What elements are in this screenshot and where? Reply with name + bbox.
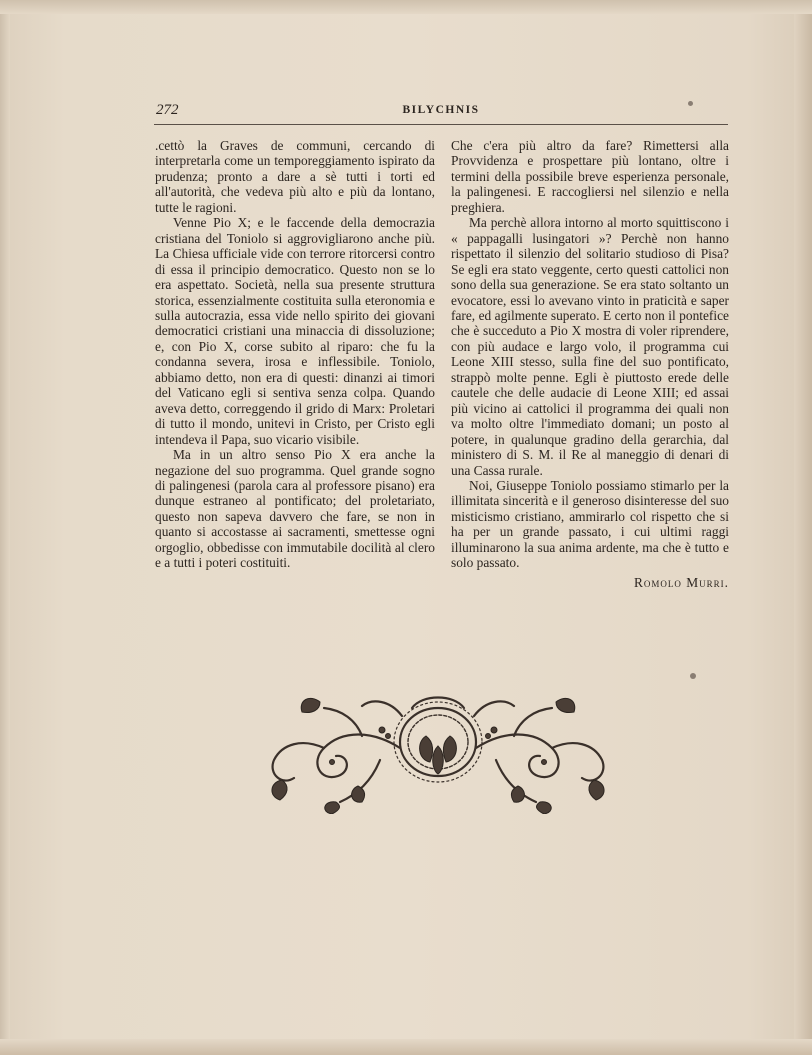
paragraph: Noi, Giuseppe Toniolo possiamo stimarlo per la illimitata sincerità e il generoso disinteresse del suo misticismo cristiano, ammirarlo col rispetto che si ha per un grande passato, i cui ultimi raggi illuminarono la sua anima ardente, ma che è tutto e solo passato. [451, 477, 729, 571]
running-header [154, 100, 728, 125]
page-number: 272 [156, 102, 179, 118]
page-edge-bottom [0, 1039, 812, 1055]
paragraph: .cettò la Graves de communi, cercando di interpretarla come un temporeggiamento ispirato da prudenza; pronto a dare a sè tutti i torti ed all'autorità, che vedeva più alto e più da lontano, tutte le ragioni. [155, 138, 435, 215]
vine-tailpiece-ornament-icon [262, 690, 614, 814]
running-title: BILYCHNIS [402, 104, 480, 116]
paragraph: Che c'era più altro da fare? Rimettersi alla Provvidenza e prospettare più lontano, oltre i termini della possibile breve esperienza personale, la palingenesi. E raccogliersi nel silenzio e nella preghiera. [451, 138, 729, 215]
page-edge-right [794, 0, 812, 1055]
text-column-right [451, 138, 729, 590]
page-edge-left [0, 0, 10, 1055]
paper-speck [690, 673, 696, 679]
text-column-left [155, 138, 435, 571]
paper-speck [688, 101, 693, 106]
paragraph: Ma in un altro senso Pio X era anche la negazione del suo programma. Quel grande sogno di palingenesi (parola cara al professore pisano) era dunque estraneo al pontificato; del proletariato, questo non sapeva davvero che fare, se non in quanto si accostasse ai sacramenti, smettesse ogni orgoglio, obbedisse con immutabile docilità al clero e a tutti i poteri costituiti. [155, 447, 435, 571]
paragraph: Ma perchè allora intorno al morto squittiscono i « pappagalli lusingatori »? Perchè non hanno rispettato il silenzio del solitario studioso di Pisa? Se egli era stato veggente, certo questi cattolici non sono della sua generazione. Se era stato soltanto un evocatore, essi lo avevano vinto in praticità e saper fare, ed agilmente superato. E certo non il pontefice che è succeduto a Pio X mostra di voler riprendere, con più audace e largo volo, il programma cui Leone XIII stesso, sulla fine del suo pontificato, strappò molte penne. Egli è piuttosto erede delle cautele che delle audacie di Leone XIII; ed assai più vicino ai cattolici il programma dei quali non va molto oltre l'immediato domani; un posto al potere, in qualunque gradino della gerarchia, dal ministero di S. M. il Re al maneggio di denari di una Cassa rurale. [451, 215, 729, 478]
page-edge-top [0, 0, 812, 14]
paragraph: Venne Pio X; e le faccende della democrazia cristiana del Toniolo si aggrovigliarono anche più. La Chiesa ufficiale vide con terrore ritorcersi contro di essa il principio democratico. Questo non se lo era aspettato. Società, nella sua presente struttura storica, essenzialmente costituita sulla eteronomia e sulla autocrazia, essa vide nello spirito dei giovani democratici cristiani una minaccia di dissoluzione; e, con Pio X, corse subito al riparo: che fu la condanna severa, irosa e inflessibile. Toniolo, abbiamo detto, non era di questi: dinanzi ai timori del Vaticano egli si sentiva senza colpa. Quando aveva detto, correggendo il grido di Marx: Proletari di tutto il mondo, unitevi in Cristo, per Cristo egli intendeva il Papa, suo vicario visibile. [155, 215, 435, 447]
author-signature: Romolo Murri. [633, 574, 729, 590]
